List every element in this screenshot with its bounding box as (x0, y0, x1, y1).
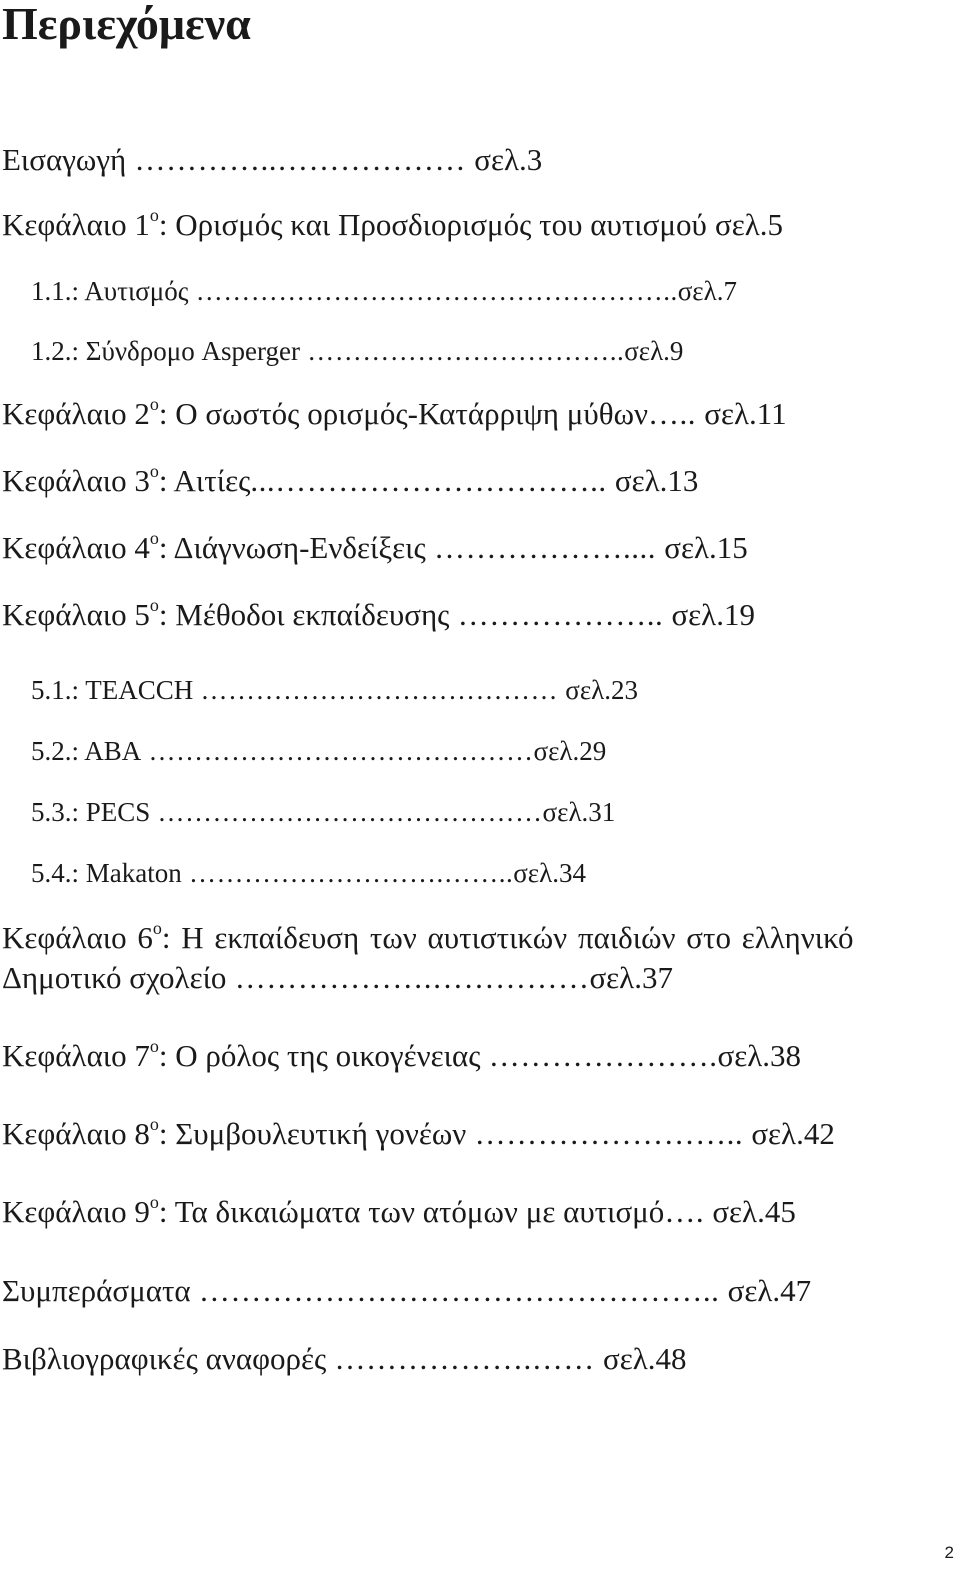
ordinal-suffix: ο (149, 594, 159, 615)
entry-title-line-2 (2, 959, 952, 997)
toc-entry-chapter-2[interactable] (2, 395, 787, 433)
leader-dots: ……………….…… (326, 1341, 603, 1376)
entry-title: : Τα δικαιώματα των ατόμων με αυτισμό (158, 1194, 665, 1229)
ordinal-suffix: ο (149, 393, 159, 414)
leader-dots: …………………………………… (150, 797, 543, 827)
ordinal-suffix: ο (149, 527, 159, 548)
toc-entry-section-1-2[interactable] (31, 334, 683, 368)
leader-dots: ……………….... (425, 530, 665, 565)
leader-dots: …………………………………… (141, 736, 534, 766)
toc-entry-chapter-4[interactable] (2, 529, 748, 567)
ordinal-suffix: ο (149, 1191, 159, 1212)
entry-page: σελ.19 (671, 597, 755, 632)
leader-dots: …………………….. (466, 1116, 752, 1151)
entry-page: σελ.42 (751, 1116, 835, 1151)
entry-page: σελ.29 (533, 736, 607, 766)
entry-page: σελ.15 (664, 530, 748, 565)
toc-entry-chapter-1[interactable] (2, 206, 783, 244)
entry-page: σελ.3 (474, 142, 543, 177)
entry-page: σελ.11 (704, 396, 787, 431)
leader-dots (707, 207, 715, 242)
ordinal-suffix: ο (149, 460, 159, 481)
entry-page: σελ.37 (589, 960, 673, 995)
chapter-label: Κεφάλαιο 3 (2, 463, 150, 498)
leader-dots: ………………………………… (193, 675, 566, 705)
toc-entry-section-5-1[interactable] (31, 673, 638, 707)
entry-page: σελ.23 (565, 675, 638, 705)
entry-title: 1.2.: Σύνδρομο Asperger (31, 336, 300, 366)
chapter-label: Κεφάλαιο 9 (2, 1194, 150, 1229)
entry-title: : Μέθοδοι εκπαίδευσης (158, 597, 450, 632)
entry-page: σελ.31 (542, 797, 616, 827)
toc-entry-introduction[interactable] (2, 141, 542, 179)
toc-entry-section-1-1[interactable] (31, 274, 737, 308)
leader-dots: ……………………….…….. (181, 858, 514, 888)
toc-entry-chapter-5[interactable] (2, 596, 755, 634)
entry-page: σελ.34 (513, 858, 586, 888)
toc-entry-chapter-9[interactable] (2, 1193, 796, 1231)
entry-page: σελ.5 (715, 207, 784, 242)
ordinal-suffix: ο (149, 1113, 159, 1134)
toc-entry-chapter-3[interactable] (2, 462, 698, 500)
entry-title: : Συμβουλευτική γονέων (158, 1116, 467, 1151)
leader-dots: ………………………………………….. (190, 1273, 728, 1308)
leader-dots: …………………. (480, 1038, 718, 1073)
chapter-label: Κεφάλαιο 2 (2, 396, 150, 431)
entry-title: : Ο ρόλος της οικογένειας (158, 1038, 481, 1073)
entry-page: σελ.45 (712, 1194, 796, 1229)
entry-page: σελ.47 (727, 1273, 812, 1308)
entry-page: σελ.7 (677, 276, 737, 306)
leader-dots: …………..……………… (126, 142, 475, 177)
leader-dots: ….. (648, 396, 705, 431)
page-title: Περιεχόμενα (2, 0, 251, 49)
chapter-label: Κεφάλαιο 5 (2, 597, 150, 632)
toc-entry-conclusions[interactable] (2, 1272, 811, 1310)
toc-entry-bibliography[interactable] (2, 1340, 687, 1378)
chapter-label: Κεφάλαιο 8 (2, 1116, 150, 1151)
entry-title: 5.4.: Makaton (31, 858, 182, 888)
entry-title: 5.2.: ABA (31, 736, 142, 766)
entry-title-line-1 (2, 919, 952, 957)
leader-dots: ……………….…………… (226, 960, 590, 995)
entry-title: : Ορισμός και Προσδιορισμός του αυτισμού (158, 207, 707, 242)
entry-title: Βιβλιογραφικές αναφορές (2, 1341, 327, 1376)
entry-page: σελ.38 (717, 1038, 802, 1073)
entry-page: σελ.48 (603, 1341, 687, 1376)
chapter-label: Κεφάλαιο 1 (2, 207, 150, 242)
toc-entry-section-5-3[interactable] (31, 795, 615, 829)
entry-title-continuation: Δημοτικό σχολείο (2, 960, 227, 995)
entry-title: : Η εκπαίδευση των αυτιστικών παιδιών στο ελληνικό (161, 920, 854, 955)
toc-entry-section-5-4[interactable] (31, 856, 586, 890)
toc-entry-chapter-6[interactable] (2, 919, 952, 997)
page-number: 2 (944, 1543, 954, 1562)
toc-entry-section-5-2[interactable] (31, 734, 606, 768)
leader-dots: ……………….. (449, 597, 672, 632)
entry-page: σελ.9 (624, 336, 684, 366)
chapter-label: Κεφάλαιο 6 (2, 920, 153, 955)
chapter-label: Κεφάλαιο 4 (2, 530, 150, 565)
ordinal-suffix: ο (149, 1035, 159, 1056)
leader-dots: …. (664, 1194, 713, 1229)
leader-dots: ...………………………….. (250, 463, 615, 498)
entry-page: σελ.13 (614, 463, 699, 498)
toc-entry-chapter-7[interactable] (2, 1037, 801, 1075)
toc-entry-chapter-8[interactable] (2, 1115, 835, 1153)
entry-title: 5.1.: TEACCH (31, 675, 194, 705)
chapter-label: Κεφάλαιο 7 (2, 1038, 150, 1073)
leader-dots: …………………………….. (299, 336, 625, 366)
entry-title: : Ο σωστός ορισμός-Κατάρριψη μύθων (158, 396, 649, 431)
entry-title: Συμπεράσματα (2, 1273, 191, 1308)
entry-title: 5.3.: PECS (31, 797, 151, 827)
entry-title: Εισαγωγή (2, 142, 127, 177)
entry-title: 1.1.: Αυτισμός (31, 276, 189, 306)
entry-title: : Διάγνωση-Ενδείξεις (158, 530, 426, 565)
ordinal-suffix: ο (152, 917, 162, 938)
ordinal-suffix: ο (149, 204, 159, 225)
entry-title: : Αιτίες (158, 463, 251, 498)
leader-dots: …………………………………………….. (188, 276, 678, 306)
